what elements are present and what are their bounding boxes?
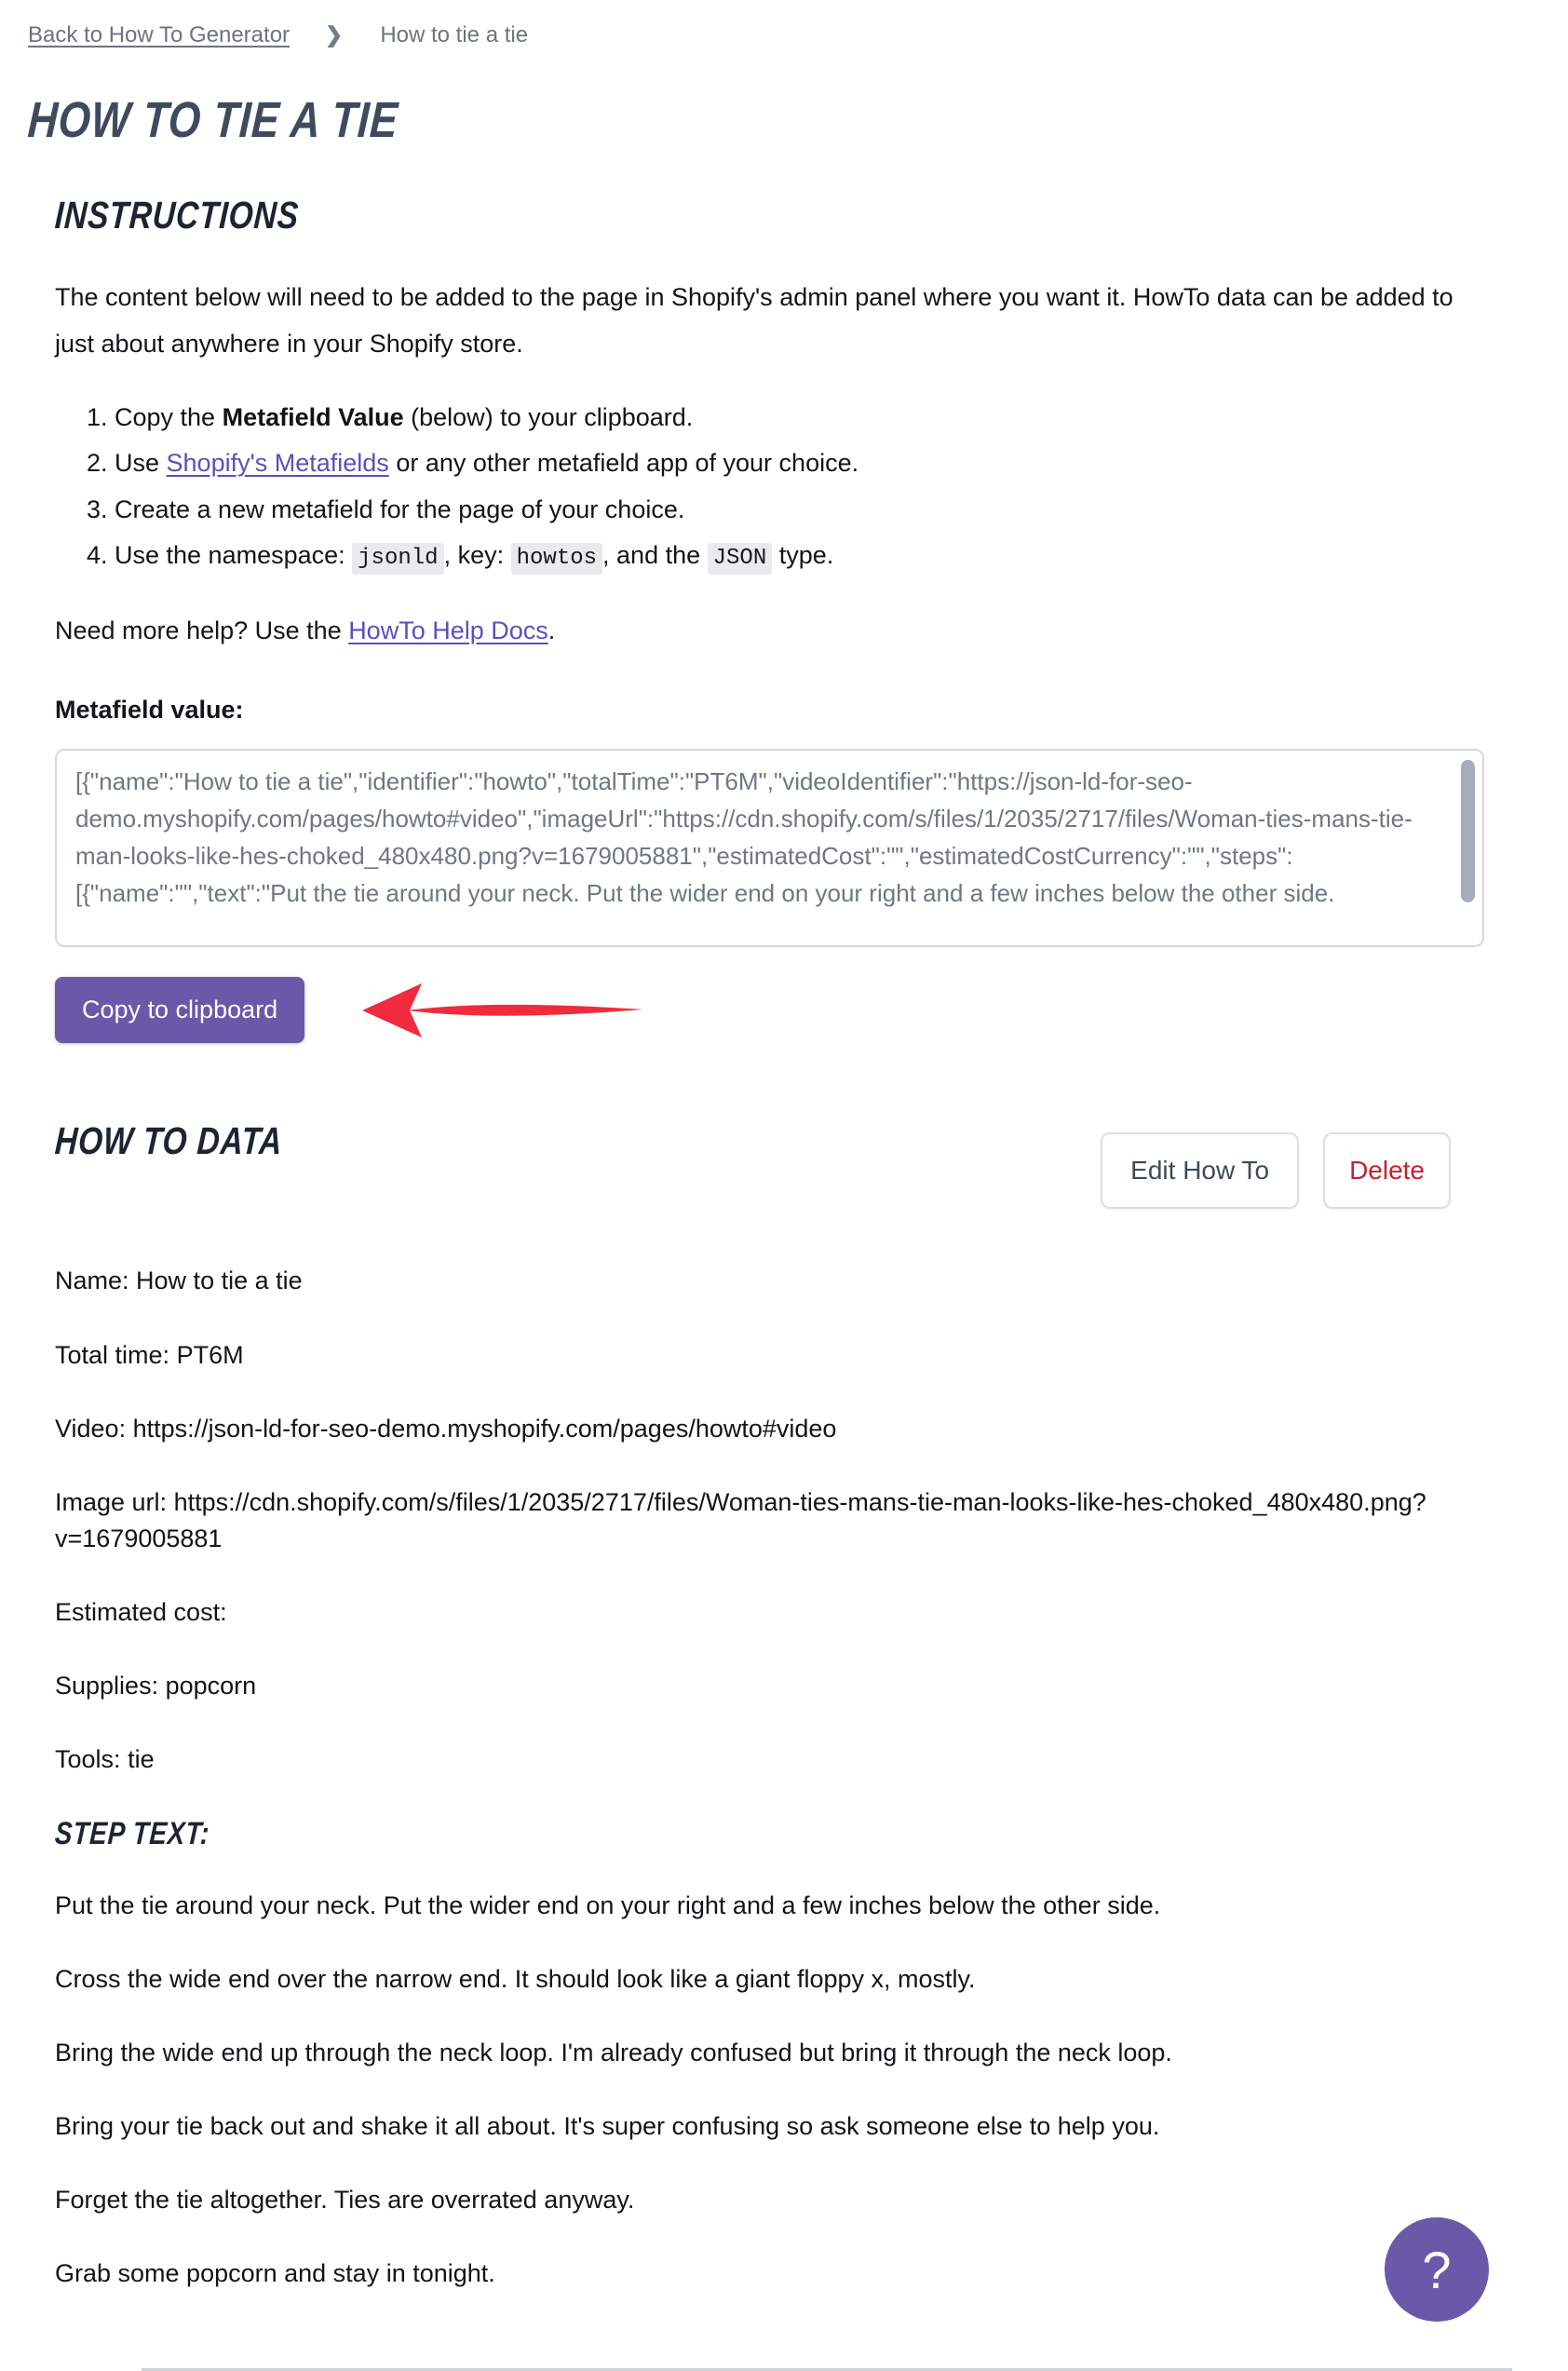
metafield-value-emphasis: Metafield Value	[222, 402, 404, 431]
list-item-text: , and the	[602, 540, 708, 569]
list-item-text: Use the namespace:	[115, 540, 353, 569]
field-label: Supplies:	[55, 1672, 159, 1700]
instructions-intro: The content below will need to be added to the page in Shopify's admin panel where you want it. HowTo data can be added to just about anywhere in your Shopify store.	[55, 283, 1453, 358]
help-line-text: Need more help? Use the	[55, 616, 349, 644]
data-field-tools	[55, 1741, 1484, 1778]
breadcrumb-chevron-icon: ❯	[325, 21, 344, 47]
list-item-text: Use	[115, 449, 167, 478]
data-field-supplies	[55, 1668, 1484, 1704]
field-value: https://cdn.shopify.com/s/files/1/2035/2717/files/Woman-ties-mans-tie-man-looks-like-hes-choked_480x480.png?v=1679005881	[55, 1487, 1426, 1552]
type-code: JSON	[708, 543, 773, 575]
help-line	[55, 612, 1484, 650]
instructions-heading: INSTRUCTIONS	[53, 194, 301, 237]
list-item	[115, 400, 1484, 435]
list-item-text: Create a new metafield for the page of your choice.	[115, 495, 685, 523]
field-value: tie	[128, 1745, 155, 1774]
instructions-list	[55, 400, 1484, 575]
field-value: How to tie a tie	[136, 1267, 303, 1295]
field-label: Tools:	[55, 1745, 121, 1774]
namespace-code: jsonld	[352, 543, 443, 575]
field-label: Name:	[55, 1267, 129, 1295]
breadcrumb	[28, 22, 1568, 48]
howto-help-docs-link[interactable]: HowTo Help Docs	[348, 616, 548, 644]
list-item	[115, 445, 1484, 481]
page-title: HOW TO TIE A TIE	[26, 92, 400, 148]
field-value: popcorn	[165, 1672, 257, 1700]
key-code: howtos	[511, 543, 602, 575]
breadcrumb-current: How to tie a tie	[380, 22, 529, 47]
red-arrow-icon	[360, 982, 645, 1039]
step-text-item: Bring your tie back out and shake it all about. It's super confusing so ask someone else to help you.	[55, 2111, 1160, 2140]
question-mark-icon: ?	[1422, 2240, 1452, 2299]
scrollbar-thumb[interactable]	[1461, 760, 1475, 902]
list-item	[115, 537, 1484, 575]
list-item-text: type.	[772, 540, 834, 569]
field-label: Total time:	[55, 1340, 170, 1369]
step-text-list	[55, 1888, 1484, 2293]
data-field-name	[55, 1263, 1484, 1299]
step-text-item: Grab some popcorn and stay in tonight.	[55, 2259, 495, 2288]
shopify-metafields-link[interactable]: Shopify's Metafields	[166, 449, 389, 478]
breadcrumb-back-link[interactable]: Back to How To Generator	[28, 22, 291, 47]
howto-data-fields	[55, 1263, 1484, 1778]
list-item-text: , key:	[443, 540, 511, 569]
metafield-value-label: Metafield value:	[55, 696, 244, 725]
data-field-estimated-cost	[55, 1594, 1484, 1631]
step-text-item: Put the tie around your neck. Put the wider end on your right and a few inches below the other side.	[55, 1890, 1161, 1919]
data-field-total-time	[55, 1337, 1484, 1374]
data-field-video	[55, 1411, 1484, 1447]
howto-data-heading: HOW TO DATA	[53, 1119, 284, 1163]
delete-button[interactable]: Delete	[1323, 1132, 1451, 1209]
list-item	[115, 492, 1484, 527]
list-item-text: or any other metafield app of your choice.	[388, 449, 859, 478]
field-label: Estimated cost:	[55, 1598, 227, 1627]
field-label: Video:	[55, 1414, 127, 1443]
copy-to-clipboard-button[interactable]: Copy to clipboard	[55, 977, 304, 1043]
step-text-item: Cross the wide end over the narrow end. It should look like a giant floppy x, mostly.	[55, 1964, 976, 1993]
edit-how-to-button[interactable]: Edit How To	[1101, 1132, 1299, 1209]
step-text-item: Forget the tie altogether. Ties are overrated anyway.	[55, 2186, 635, 2215]
help-button[interactable]	[1385, 2217, 1489, 2322]
field-value: PT6M	[176, 1340, 244, 1369]
metafield-value-field[interactable]	[55, 749, 1484, 947]
help-line-text: .	[547, 616, 556, 644]
field-value: https://json-ld-for-seo-demo.myshopify.com/pages/howto#video	[132, 1414, 837, 1443]
list-item-text: (below) to your clipboard.	[403, 402, 694, 431]
list-item-text: Copy the	[115, 402, 223, 431]
step-text-item: Bring the wide end up through the neck loop. I'm already confused but bring it through the neck loop.	[55, 2038, 1172, 2066]
data-field-image-url	[55, 1484, 1484, 1557]
metafield-value-text: [{"name":"How to tie a tie","identifier":"howto","totalTime":"PT6M","videoIdentifier":"https://json-ld-for-seo-demo.myshopify.com/pages/howto#video","imageUrl":"https://cdn.shopify.com/s/files/1/2035/2717/files/Woman-ties-mans-tie-man-looks-like-hes-choked_480x480.png?v=1679005881","estimatedCost":"","estimatedCostCurrency":"","steps":[{"name":"","text":"Put the tie around your neck. Put the wider end on your right and a few inches below the other side.	[75, 767, 1413, 908]
step-text-heading: STEP TEXT:	[53, 1815, 211, 1851]
field-label: Image url:	[55, 1487, 168, 1516]
